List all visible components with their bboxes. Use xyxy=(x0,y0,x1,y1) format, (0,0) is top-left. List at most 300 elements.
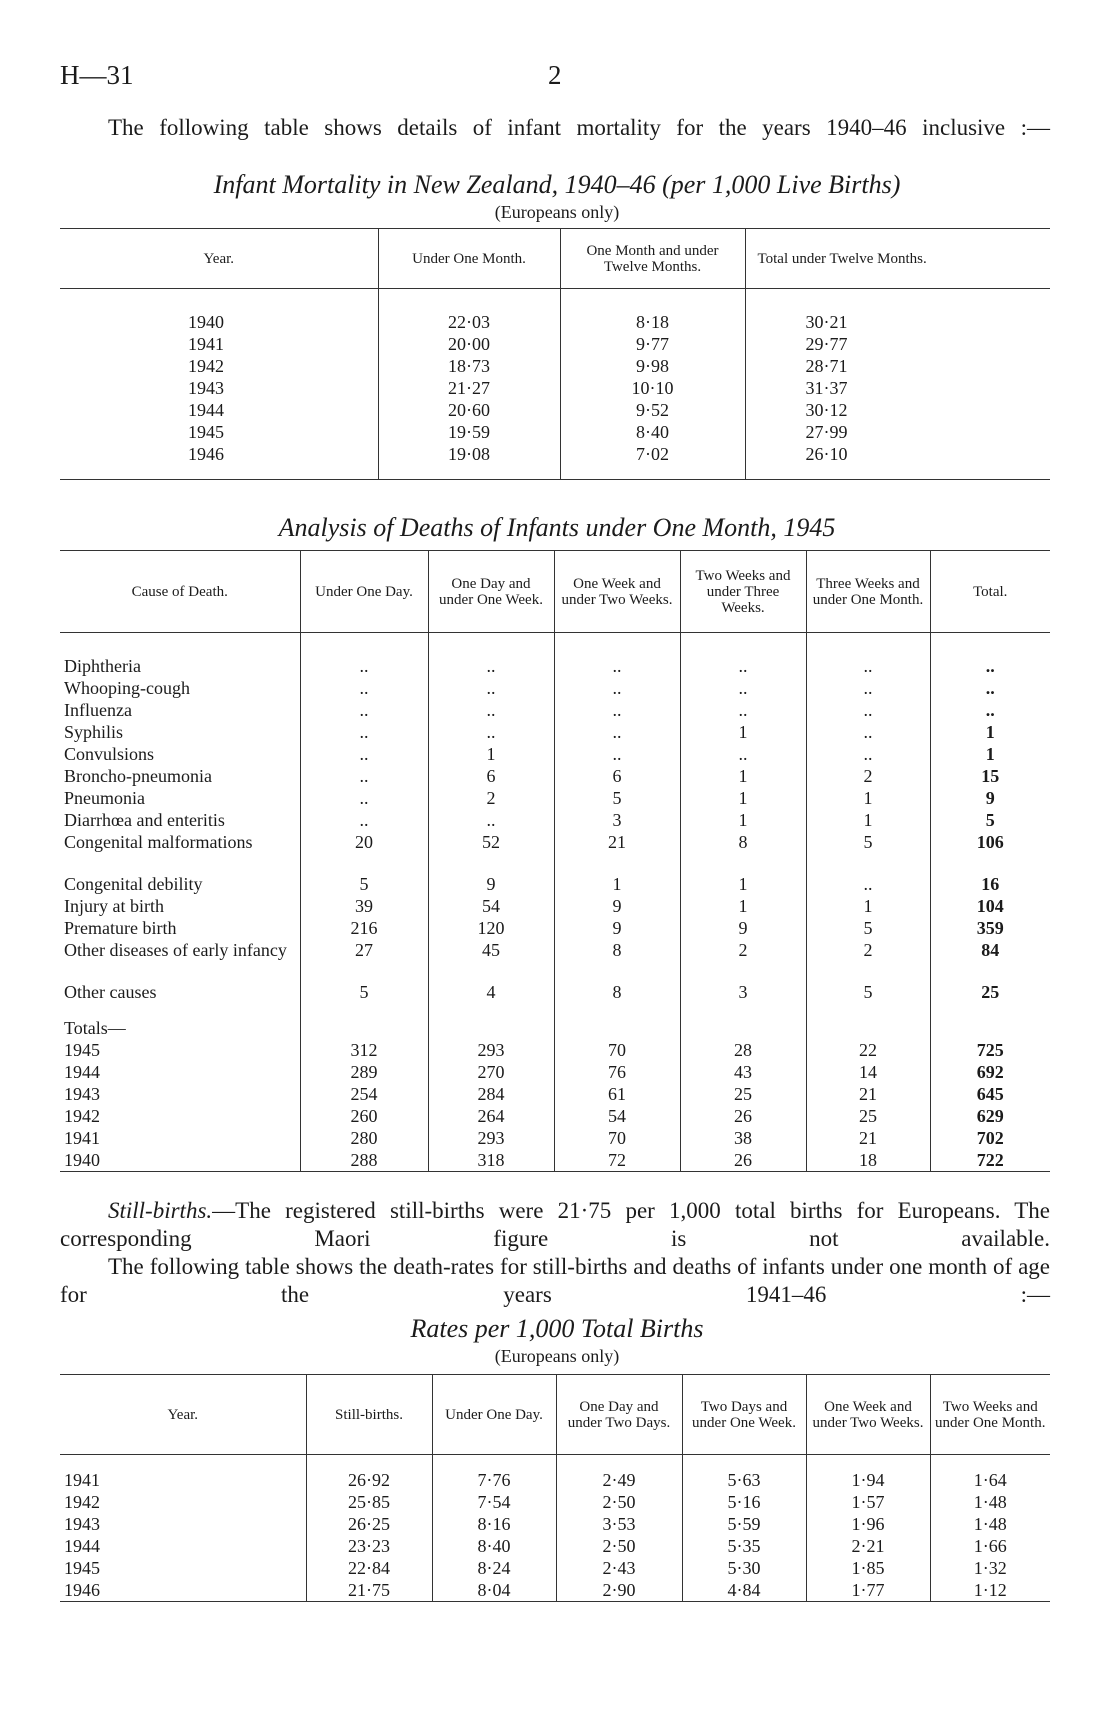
spacer-cell xyxy=(680,1003,806,1017)
value-cell: .. xyxy=(428,655,554,677)
value-cell: 289 xyxy=(300,1061,428,1083)
value-cell: 1·48 xyxy=(930,1491,1050,1513)
year-cell: 1944 xyxy=(64,1062,100,1082)
value-cell: 21·75 xyxy=(306,1579,432,1602)
value-cell: 9 xyxy=(554,895,680,917)
col-header-three-weeks-one-month: Three Weeks and under One Month. xyxy=(806,551,930,633)
spacer-cell xyxy=(930,1455,1050,1470)
value-cell: 284 xyxy=(428,1083,554,1105)
value-cell: .. xyxy=(300,765,428,787)
value-cell: 7·54 xyxy=(432,1491,556,1513)
value-cell: 26·92 xyxy=(306,1469,432,1491)
value-cell: 39 xyxy=(300,895,428,917)
value-cell: .. xyxy=(300,655,428,677)
value-cell: .. xyxy=(428,809,554,831)
table3-title: Rates per 1,000 Total Births xyxy=(410,1314,704,1343)
value-cell: 1 xyxy=(806,787,930,809)
value-cell: 7·76 xyxy=(432,1469,556,1491)
spacer-cell xyxy=(60,1003,300,1017)
value-cell: .. xyxy=(930,677,1050,699)
value-cell: 14 xyxy=(806,1061,930,1083)
table-row xyxy=(60,677,1050,699)
spacer-cell xyxy=(556,1455,682,1470)
table-row xyxy=(60,981,1050,1003)
spacer-cell xyxy=(300,633,428,656)
value-cell: 8·16 xyxy=(432,1513,556,1535)
cause-cell: Convulsions xyxy=(64,744,155,764)
table-row xyxy=(60,1491,1050,1513)
table-row xyxy=(60,355,1050,377)
value-cell: 1 xyxy=(554,873,680,895)
value-cell: 692 xyxy=(930,1061,1050,1083)
value-cell: 1·64 xyxy=(930,1469,1050,1491)
value-cell: 28·71 xyxy=(745,355,1050,377)
value-cell: 70 xyxy=(554,1127,680,1149)
col-header-under-one-day: Under One Day. xyxy=(300,551,428,633)
totals-row xyxy=(60,1149,1050,1172)
table-row xyxy=(60,787,1050,809)
value-cell: 45 xyxy=(428,939,554,981)
year-cell: 1945 xyxy=(188,422,224,442)
value-cell: 280 xyxy=(300,1127,428,1149)
value-cell: 264 xyxy=(428,1105,554,1127)
table-row xyxy=(60,311,1050,333)
value-cell: 722 xyxy=(930,1149,1050,1172)
year-cell: 1944 xyxy=(64,1536,100,1556)
value-cell: 9 xyxy=(680,917,806,939)
totals-row xyxy=(60,1083,1050,1105)
value-cell: .. xyxy=(300,721,428,743)
value-cell: 2 xyxy=(680,939,806,981)
cause-cell: Congenital malformations xyxy=(64,832,253,852)
value-cell: 4·84 xyxy=(682,1579,806,1602)
value-cell: 5·63 xyxy=(682,1469,806,1491)
year-cell: 1940 xyxy=(64,1150,100,1170)
value-cell: 8·18 xyxy=(560,311,745,333)
year-cell: 1943 xyxy=(188,378,224,398)
year-cell: 1942 xyxy=(64,1492,100,1512)
spacer-cell xyxy=(560,289,745,312)
value-cell: .. xyxy=(428,677,554,699)
table-row xyxy=(60,377,1050,399)
cause-cell: Diphtheria xyxy=(64,656,141,676)
value-cell: 9 xyxy=(554,917,680,939)
value-cell: 26·10 xyxy=(745,443,1050,465)
value-cell: 1·94 xyxy=(806,1469,930,1491)
value-cell: 1 xyxy=(680,787,806,809)
value-cell: 54 xyxy=(428,895,554,917)
value-cell: 15 xyxy=(930,765,1050,787)
totals-label: Totals— xyxy=(64,1018,126,1038)
stillbirths-paragraph xyxy=(60,1197,1050,1253)
value-cell: 22·03 xyxy=(378,311,560,333)
cause-cell: Diarrhœa and enteritis xyxy=(64,810,225,830)
table-row xyxy=(60,399,1050,421)
table1-subtitle: (Europeans only) xyxy=(494,202,620,222)
spacer-cell xyxy=(300,1017,428,1039)
col-header-total: Total. xyxy=(930,551,1050,633)
year-cell: 1945 xyxy=(64,1040,100,1060)
value-cell: 8 xyxy=(554,981,680,1003)
spacer-cell xyxy=(554,633,680,656)
spacer-cell xyxy=(745,465,1050,480)
col-header-under-one-month: Under One Month. xyxy=(378,229,560,289)
value-cell: 29·77 xyxy=(745,333,1050,355)
value-cell: 27·99 xyxy=(745,421,1050,443)
value-cell: 19·08 xyxy=(378,443,560,465)
value-cell: 293 xyxy=(428,1127,554,1149)
value-cell: 5·16 xyxy=(682,1491,806,1513)
year-cell: 1940 xyxy=(188,312,224,332)
value-cell: .. xyxy=(806,677,930,699)
year-cell: 1945 xyxy=(64,1558,100,1578)
col-header-one-week-two-weeks: One Week and under Two Weeks. xyxy=(554,551,680,633)
value-cell: .. xyxy=(300,699,428,721)
cause-cell: Congenital debility xyxy=(64,874,203,894)
table-row xyxy=(60,831,1050,873)
value-cell: .. xyxy=(428,721,554,743)
col-header-one-two-weeks: One Week and under Two Weeks. xyxy=(806,1375,930,1455)
table-row xyxy=(60,743,1050,765)
value-cell: 38 xyxy=(680,1127,806,1149)
year-cell: 1946 xyxy=(64,1580,100,1600)
table-row xyxy=(60,443,1050,465)
value-cell: .. xyxy=(930,699,1050,721)
spacer-cell xyxy=(60,1455,306,1470)
page-number: 2 xyxy=(548,60,562,90)
col-header-one-day-one-week: One Day and under One Week. xyxy=(428,551,554,633)
value-cell: 3 xyxy=(680,981,806,1003)
totals-heading-row xyxy=(60,1017,1050,1039)
col-header-year: Year. xyxy=(60,1375,306,1455)
spacer-cell xyxy=(378,465,560,480)
year-cell: 1946 xyxy=(188,444,224,464)
value-cell: 26 xyxy=(680,1105,806,1127)
year-cell: 1944 xyxy=(188,400,224,420)
value-cell: .. xyxy=(554,655,680,677)
value-cell: 1 xyxy=(680,809,806,831)
value-cell: 9 xyxy=(930,787,1050,809)
value-cell: 5 xyxy=(300,981,428,1003)
value-cell: 5 xyxy=(806,981,930,1003)
value-cell: 9·77 xyxy=(560,333,745,355)
cause-cell: Broncho-pneumonia xyxy=(64,766,212,786)
value-cell: 2·43 xyxy=(556,1557,682,1579)
value-cell: 702 xyxy=(930,1127,1050,1149)
value-cell: 254 xyxy=(300,1083,428,1105)
col-header-one-two-days: One Day and under Two Days. xyxy=(556,1375,682,1455)
table-row xyxy=(60,721,1050,743)
spacer-cell xyxy=(428,633,554,656)
table1-title: Infant Mortality in New Zealand, 1940–46 (per 1,000 Live Births) xyxy=(213,170,901,199)
value-cell: .. xyxy=(554,743,680,765)
value-cell: 2·50 xyxy=(556,1491,682,1513)
year-cell: 1942 xyxy=(188,356,224,376)
cause-cell: Injury at birth xyxy=(64,896,164,916)
value-cell: 1 xyxy=(680,895,806,917)
value-cell: 25 xyxy=(680,1083,806,1105)
value-cell: .. xyxy=(300,677,428,699)
value-cell: 28 xyxy=(680,1039,806,1061)
spacer-cell xyxy=(60,465,378,480)
totals-row xyxy=(60,1105,1050,1127)
value-cell: 3 xyxy=(554,809,680,831)
table-row xyxy=(60,1535,1050,1557)
cause-cell: Whooping-cough xyxy=(64,678,190,698)
table-row xyxy=(60,1557,1050,1579)
infant-mortality-table xyxy=(60,228,1050,480)
col-header-under-one-day: Under One Day. xyxy=(432,1375,556,1455)
value-cell: 1 xyxy=(428,743,554,765)
value-cell: 5 xyxy=(806,831,930,873)
spacer-cell xyxy=(60,289,378,312)
value-cell: 21 xyxy=(806,1083,930,1105)
spacer-cell xyxy=(680,633,806,656)
value-cell: 8 xyxy=(554,939,680,981)
value-cell: 8 xyxy=(680,831,806,873)
spacer-cell xyxy=(554,1003,680,1017)
spacer-cell xyxy=(806,1017,930,1039)
value-cell: 23·23 xyxy=(306,1535,432,1557)
table-row xyxy=(60,939,1050,981)
spacer-cell xyxy=(428,1003,554,1017)
col-header-one-to-twelve-months: One Month and under Twelve Months. xyxy=(560,229,745,289)
value-cell: 52 xyxy=(428,831,554,873)
value-cell: 1 xyxy=(680,873,806,895)
value-cell: 312 xyxy=(300,1039,428,1061)
value-cell: 20·00 xyxy=(378,333,560,355)
spacer-cell xyxy=(680,1017,806,1039)
value-cell: 1 xyxy=(806,895,930,917)
value-cell: 2 xyxy=(806,939,930,981)
value-cell: 54 xyxy=(554,1105,680,1127)
value-cell: .. xyxy=(554,699,680,721)
value-cell: 216 xyxy=(300,917,428,939)
value-cell: .. xyxy=(930,655,1050,677)
value-cell: .. xyxy=(806,699,930,721)
cause-cell: Premature birth xyxy=(64,918,177,938)
value-cell: 5·30 xyxy=(682,1557,806,1579)
value-cell: 1 xyxy=(680,721,806,743)
cause-cell: Pneumonia xyxy=(64,788,145,808)
value-cell: 629 xyxy=(930,1105,1050,1127)
spacer-cell xyxy=(806,633,930,656)
report-code: H—31 xyxy=(60,60,134,90)
value-cell: 8·04 xyxy=(432,1579,556,1602)
stillbirths-table-intro: The following table shows the death-rates for still-births and deaths of infants under one month of age for the years 1941–46 :— xyxy=(60,1254,1050,1307)
spacer-cell xyxy=(745,289,1050,312)
value-cell: .. xyxy=(806,721,930,743)
value-cell: .. xyxy=(806,873,930,895)
value-cell: 2 xyxy=(428,787,554,809)
value-cell: 359 xyxy=(930,917,1050,939)
table-row xyxy=(60,699,1050,721)
value-cell: 26·25 xyxy=(306,1513,432,1535)
value-cell: 72 xyxy=(554,1149,680,1172)
value-cell: 16 xyxy=(930,873,1050,895)
value-cell: 25 xyxy=(806,1105,930,1127)
value-cell: 10·10 xyxy=(560,377,745,399)
cause-cell: Syphilis xyxy=(64,722,124,742)
value-cell: 22 xyxy=(806,1039,930,1061)
value-cell: 30·21 xyxy=(745,311,1050,333)
value-cell: .. xyxy=(806,655,930,677)
intro-paragraph: The following table shows details of infant mortality for the years 1940–46 inclusive :— xyxy=(108,115,1050,140)
value-cell: 5 xyxy=(930,809,1050,831)
value-cell: 1·77 xyxy=(806,1579,930,1602)
value-cell: 1·66 xyxy=(930,1535,1050,1557)
spacer-cell xyxy=(930,1017,1050,1039)
value-cell: 20·60 xyxy=(378,399,560,421)
value-cell: 318 xyxy=(428,1149,554,1172)
value-cell: 6 xyxy=(428,765,554,787)
col-header-two-days-one-week: Two Days and under One Week. xyxy=(682,1375,806,1455)
value-cell: 5·35 xyxy=(682,1535,806,1557)
value-cell: 2·90 xyxy=(556,1579,682,1602)
value-cell: 725 xyxy=(930,1039,1050,1061)
table2-title: Analysis of Deaths of Infants under One Month, 1945 xyxy=(278,513,836,542)
value-cell: 106 xyxy=(930,831,1050,873)
spacer-cell xyxy=(554,1017,680,1039)
value-cell: 20 xyxy=(300,831,428,873)
value-cell: 1 xyxy=(930,721,1050,743)
value-cell: 26 xyxy=(680,1149,806,1172)
col-header-still-births: Still-births. xyxy=(306,1375,432,1455)
value-cell: 1·85 xyxy=(806,1557,930,1579)
table-row xyxy=(60,421,1050,443)
spacer-cell xyxy=(428,1017,554,1039)
value-cell: .. xyxy=(300,809,428,831)
value-cell: 293 xyxy=(428,1039,554,1061)
year-cell: 1941 xyxy=(188,334,224,354)
year-cell: 1942 xyxy=(64,1106,100,1126)
value-cell: 2 xyxy=(806,765,930,787)
stillbirths-heading: Still-births. xyxy=(108,1198,213,1223)
table3-subtitle: (Europeans only) xyxy=(494,1346,620,1366)
cause-cell: Influenza xyxy=(64,700,132,720)
value-cell: 84 xyxy=(930,939,1050,981)
value-cell: .. xyxy=(680,699,806,721)
value-cell: 120 xyxy=(428,917,554,939)
value-cell: .. xyxy=(554,677,680,699)
value-cell: 2·49 xyxy=(556,1469,682,1491)
col-header-two-weeks-one-month: Two Weeks and under One Month. xyxy=(930,1375,1050,1455)
spacer-cell xyxy=(300,1003,428,1017)
spacer-cell xyxy=(306,1455,432,1470)
value-cell: 18 xyxy=(806,1149,930,1172)
value-cell: 43 xyxy=(680,1061,806,1083)
stillbirth-rates-table xyxy=(60,1374,1050,1602)
value-cell: 260 xyxy=(300,1105,428,1127)
value-cell: 645 xyxy=(930,1083,1050,1105)
cause-cell: Other diseases of early infancy xyxy=(64,940,287,960)
value-cell: 1·57 xyxy=(806,1491,930,1513)
value-cell: 76 xyxy=(554,1061,680,1083)
value-cell: 9 xyxy=(428,873,554,895)
value-cell: 21 xyxy=(554,831,680,873)
stillbirths-text: —The registered still-births were 21·75 per 1,000 total births for Europeans. The corresponding Maori figure is not available. xyxy=(60,1198,1050,1251)
totals-row xyxy=(60,1061,1050,1083)
value-cell: 1 xyxy=(680,765,806,787)
value-cell: .. xyxy=(554,721,680,743)
value-cell: 104 xyxy=(930,895,1050,917)
value-cell: 1·12 xyxy=(930,1579,1050,1602)
col-header-cause: Cause of Death. xyxy=(60,551,300,633)
value-cell: 8·40 xyxy=(432,1535,556,1557)
table-row xyxy=(60,1469,1050,1491)
cause-cell: Other causes xyxy=(64,982,157,1002)
table-row xyxy=(60,895,1050,917)
value-cell: 31·37 xyxy=(745,377,1050,399)
table-row xyxy=(60,873,1050,895)
table-row xyxy=(60,655,1050,677)
value-cell: 1·96 xyxy=(806,1513,930,1535)
table-row xyxy=(60,333,1050,355)
value-cell: 2·21 xyxy=(806,1535,930,1557)
value-cell: 1 xyxy=(930,743,1050,765)
value-cell: 6 xyxy=(554,765,680,787)
value-cell: 30·12 xyxy=(745,399,1050,421)
value-cell: 5 xyxy=(806,917,930,939)
value-cell: 18·73 xyxy=(378,355,560,377)
value-cell: 25 xyxy=(930,981,1050,1003)
value-cell: 4 xyxy=(428,981,554,1003)
value-cell: 2·50 xyxy=(556,1535,682,1557)
year-cell: 1943 xyxy=(64,1084,100,1104)
spacer-cell xyxy=(60,633,300,656)
value-cell: 9·52 xyxy=(560,399,745,421)
value-cell: .. xyxy=(300,787,428,809)
col-header-year: Year. xyxy=(60,229,378,289)
value-cell: .. xyxy=(680,677,806,699)
deaths-analysis-table xyxy=(60,550,1050,1172)
year-cell: 1941 xyxy=(64,1470,100,1490)
value-cell: 8·24 xyxy=(432,1557,556,1579)
value-cell: 27 xyxy=(300,939,428,981)
col-header-two-three-weeks: Two Weeks and under Three Weeks. xyxy=(680,551,806,633)
year-cell: 1943 xyxy=(64,1514,100,1534)
table-row xyxy=(60,1513,1050,1535)
value-cell: 270 xyxy=(428,1061,554,1083)
value-cell: 8·40 xyxy=(560,421,745,443)
totals-row xyxy=(60,1127,1050,1149)
value-cell: 70 xyxy=(554,1039,680,1061)
value-cell: .. xyxy=(428,699,554,721)
table-row xyxy=(60,809,1050,831)
value-cell: 5·59 xyxy=(682,1513,806,1535)
value-cell: 1·32 xyxy=(930,1557,1050,1579)
totals-row xyxy=(60,1039,1050,1061)
table-row xyxy=(60,765,1050,787)
spacer-cell xyxy=(806,1455,930,1470)
value-cell: 5 xyxy=(300,873,428,895)
table-row xyxy=(60,917,1050,939)
value-cell: .. xyxy=(300,743,428,765)
spacer-cell xyxy=(930,1003,1050,1017)
table-row xyxy=(60,1579,1050,1602)
spacer-cell xyxy=(560,465,745,480)
value-cell: 1 xyxy=(806,809,930,831)
spacer-cell xyxy=(682,1455,806,1470)
year-cell: 1941 xyxy=(64,1128,100,1148)
spacer-cell xyxy=(806,1003,930,1017)
value-cell: 1·48 xyxy=(930,1513,1050,1535)
value-cell: 19·59 xyxy=(378,421,560,443)
value-cell: .. xyxy=(806,743,930,765)
spacer-cell xyxy=(378,289,560,312)
value-cell: 61 xyxy=(554,1083,680,1105)
value-cell: 7·02 xyxy=(560,443,745,465)
